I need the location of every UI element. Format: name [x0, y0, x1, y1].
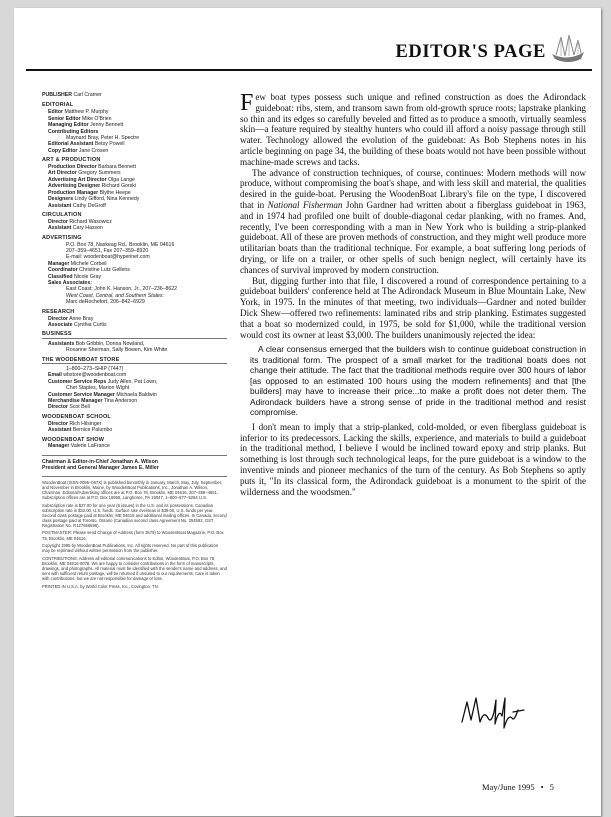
masthead-row: [42, 404, 227, 410]
notice-paragraph: POSTMASTER: Please send Change of Address (form 3579) to WoodenBoat Magazine, P.O. Box 78, Brooklin, ME 04616.: [42, 530, 224, 541]
masthead-role: Designers: [48, 196, 74, 203]
paragraph-1: [240, 92, 586, 168]
masthead-row: [42, 443, 227, 449]
masthead-role: Merchandise Manager: [48, 397, 103, 404]
masthead-row: [42, 347, 227, 353]
masthead-row: [42, 299, 227, 305]
masthead-section: [42, 414, 227, 434]
masthead-section: [42, 157, 227, 209]
masthead-name: E-mail: woodenboat@hyperinet.com: [66, 254, 150, 261]
masthead-name: Mike O'Brien: [82, 115, 112, 122]
masthead-role: Production Manager: [48, 189, 99, 196]
paragraph-2: [240, 168, 586, 276]
masthead-role: Director: [48, 218, 68, 225]
masthead-row: [42, 322, 227, 328]
editor-signature: [458, 688, 538, 738]
masthead-role: Coordinator: [48, 267, 78, 274]
page-header: [26, 32, 592, 72]
masthead-name: 1–800–273–SHIP (7447): [66, 365, 124, 372]
paragraph-1-text: ew boat types possess such unique and refined construction as does the Adirondack guideboat: ribs, stem, and transom sawn from old-growth spruce roots; lapstrake planking so thin and its edges so carefully beveled and fitted as to produce a smooth, virtually seamless skin—a feature required by stealthy hunters who could ill afford a noisy passage through still water. Technology allowed the evolution of the guideboat: As Bob Stephens notes in his article beginning on page 34, the building of these boats would not have been possible without machine-made screws and tacks.: [240, 92, 586, 167]
masthead-name: Nicole Gray: [73, 273, 102, 280]
masthead-name: Jenny Bennett: [90, 122, 124, 129]
masthead-name: Matthew P. Murphy: [64, 109, 109, 116]
masthead-section-heading: BUSINESS: [42, 331, 227, 339]
paragraph-2-text-b: John Gardner had written about a fiberglass guideboat in 1963, and in 1974 had profiled one built of double-diagonal cedar planking, with no frames. And, recently, I've been corresponding with a man in New York who is building a strip-planked guideboat. All of these are proven methods of construction, and they might well produce more utilitarian boats than the traditional technique. For example, a boat suffering long periods of drying, or life on a trailer, or other spells of such benign neglect, will certainly have its chances of survival improved by modern construction.: [240, 199, 586, 275]
masthead-name: Michaela Baldwin: [116, 391, 157, 398]
masthead-name: Marc deRochefort, 206–842–6929: [66, 299, 145, 306]
block-quote: [250, 344, 586, 418]
masthead-section-heading: EDITORIAL: [42, 102, 74, 109]
masthead-section-heading: ART & PRODUCTION: [42, 157, 101, 164]
masthead-name: Richard Wasowicz: [69, 218, 112, 225]
masthead-name: Gregory Summers: [78, 170, 121, 177]
masthead-section: [42, 437, 227, 450]
masthead-section: [42, 235, 227, 306]
masthead-role: Director: [48, 315, 68, 322]
masthead-name: Barbara Bennett: [98, 164, 136, 171]
drop-cap: F: [240, 90, 254, 116]
masthead-row: [42, 148, 227, 154]
masthead-role: Production Director: [48, 164, 97, 171]
masthead-name: Cary Hasson: [72, 225, 103, 232]
masthead-name: Olga Lange: [108, 176, 135, 183]
issue-date: May/June 1995: [482, 782, 535, 792]
masthead-name: Rich Hilsinger: [69, 420, 102, 427]
paragraph-2-text-a: The advance of construction techniques, of course, continues: Modern methods will now produce, without compromising the boat's shape, and with less skill and material, the qualities desired in the guide-boat. Perusing the WoodenBoat Library's file on the type, I discovered that in: [240, 167, 586, 210]
masthead-role: Customer Service Manager: [48, 391, 115, 398]
masthead-section-heading: CIRCULATION: [42, 211, 82, 218]
masthead-name: Lindy Gifford, Nina Kennedy: [74, 196, 140, 203]
masthead-name: Richard Gorski: [101, 183, 136, 190]
masthead-role: Editorial Assistant: [48, 141, 94, 148]
chairman-block: [42, 455, 227, 472]
masthead-role: Director: [48, 420, 68, 427]
masthead-section: [42, 357, 227, 411]
masthead-role: Customer Service Reps: [48, 378, 107, 385]
masthead-section: [42, 102, 227, 154]
masthead-section: [42, 331, 227, 353]
masthead-row: [42, 427, 227, 433]
president-line: President and General Manager James E. Miller: [42, 465, 159, 472]
masthead-name: Chet Staples, Marion Wight: [66, 385, 130, 392]
masthead-role: Editor: [48, 109, 63, 116]
boat-logo-icon: [550, 32, 586, 68]
masthead-column: [42, 92, 227, 591]
paragraph-4: I don't mean to imply that a strip-planked, cold-molded, or even fiberglass guideboat is inferior to its predecessors. Lacking the skills, experience, and materials to build a guideboat in the traditional method, I believe I would be inclined toward epoxy and strip planks. But something is lost through such technological leaps, for the pure guideboat is a window to the inventive minds and pioneer mechanics of the turn of the century. As Bob Stephens so aptly puts it, "In its classical form, the Adirondack guideboat is a monument to the spirit of the wilderness and the woodsmen.": [240, 421, 586, 497]
block-quote-text: A clear consensus emerged that the builders wish to continue guideboat construction in its traditional form. The prospect of a small market for the traditional boats does not change their attitude. The fact that the traditional methods require over 300 hours of labor [as opposed to an estimated 100 hours using the modern refinements] and that [the builders] may have to increase their price...to make a profit does not deter them. The Adirondack builders have a strong sense of pride in the traditional method and resist compromise.: [250, 344, 586, 418]
footer-separator: •: [540, 782, 544, 792]
notice-paragraph: PRINTED IN U.S.A. by World Color Press, Inc., Covington, TN.: [42, 583, 159, 589]
masthead-role: Classified: [48, 273, 73, 280]
masthead-name: Anne Bray: [69, 315, 94, 322]
masthead-role: Assistant: [48, 427, 72, 434]
masthead-section-heading: THE WOODENBOAT STORE: [42, 357, 227, 365]
masthead-name: Maynard Bray, Peter H. Spectre: [66, 134, 140, 141]
header-rule: [26, 69, 592, 71]
masthead-name: Cathy DeGroff: [72, 202, 106, 209]
page-title: EDITOR'S PAGE: [395, 42, 546, 62]
masthead-role: Senior Editor: [48, 115, 81, 122]
masthead-role: Advertising Art Director: [48, 176, 107, 183]
masthead-row: [42, 203, 227, 209]
masthead-role: Email: [48, 372, 62, 379]
publisher-line: [42, 92, 227, 98]
masthead-name: Bernice Palumbo: [72, 427, 113, 434]
paragraph-3: But, digging further into that file, I discovered a round of correspondence pertaining to a guideboat builders' conference held at The Adirondack Museum in Blue Mountain Lake, New York, in 1975. In the minutes of that meeting, two individuals—Gardner and noted builder Dick Shew—offered two refinements: laminated ribs and strip planking. Estimates suggested that a boat so modernized could, in 1975, be sold for $1,000, while the traditional version would cost its owner at least $3,000. The builders unanimously rejected the idea:: [240, 275, 586, 340]
masthead-role: Managing Editor: [48, 122, 89, 129]
masthead-name: P.O. Box 78, Naskeag Rd., Brooklin, ME 04616: [66, 241, 175, 248]
masthead-name: Betsy Powell: [94, 141, 125, 148]
masthead-role: Assistant: [48, 225, 72, 232]
masthead-section-heading: ADVERTISING: [42, 234, 82, 241]
editorial-article: [240, 92, 586, 497]
notice-paragraph: CONTRIBUTIONS: Address all editorial communications to Editor, WoodenBoat, P.O. Box 78, Brooklin, ME 04616-0078. We are happy to consider contributions in the form of manuscripts, drawings, and photographs. All material must be identified with the sender's name and address, and sent with sufficient return postage, will be returned if unsuited to our requirements. Care is taken with contributions, but we are not responsible for damage or loss.: [42, 555, 227, 582]
masthead-row: [42, 225, 227, 231]
masthead-sections: [42, 102, 227, 449]
masthead-role: Sales Associates:: [48, 279, 92, 286]
masthead-section-heading: RESEARCH: [42, 308, 75, 315]
masthead-name: Bob Gribbin, Donna Nowland,: [75, 340, 145, 347]
chairman-line: Chairman & Editor-in-Chief Jonathan A. Wilson: [42, 458, 158, 465]
masthead-name: West Coast, Central, and Southern States:: [66, 292, 164, 299]
masthead-name: East Coast: John K. Hanson, Jr., 207–236–8622: [66, 286, 178, 293]
masthead-name: Cynthia Curtis: [73, 321, 107, 328]
masthead-section-heading: WOODENBOAT SCHOOL: [42, 413, 111, 420]
page-number: 5: [549, 782, 554, 792]
publication-notice: [42, 476, 227, 589]
masthead-role: Art Director: [48, 170, 77, 177]
masthead-role: Copy Editor: [48, 147, 78, 154]
masthead-role: Director: [48, 404, 68, 411]
publication-name: National Fisherman: [267, 199, 343, 210]
masthead-section: [42, 212, 227, 232]
masthead-role: Associate: [48, 321, 73, 328]
masthead-name: Valerie LaFrance: [70, 443, 110, 450]
page-footer: [482, 782, 554, 792]
masthead-section-heading: WOODENBOAT SHOW: [42, 436, 105, 443]
masthead-name: Christine Lutz Gellens: [79, 267, 130, 274]
notice-paragraph: Copyright 1995 by WoodenBoat Publications, Inc. All rights reserved. No part of this publication may be reprinted without written permission from the publisher.: [42, 543, 219, 554]
masthead-name: 207–359–4651, Fax 207–359–8920: [66, 247, 149, 254]
masthead-name: Jane Crosen: [78, 147, 109, 154]
masthead-section: [42, 309, 227, 329]
publisher-name: Carl Cramer: [73, 92, 102, 98]
masthead-name: Judy Allen, Pat Lown,: [107, 378, 158, 385]
masthead-name: Tina Anderson: [103, 397, 138, 404]
masthead-role: Assistants: [48, 340, 75, 347]
masthead-name: Blythe Heepe: [99, 189, 131, 196]
masthead-name: Roxanne Sherman, Sally Bowen, Kim White: [66, 347, 168, 354]
notice-paragraph: WoodenBoat (ISSN 0095–067X) is published bimonthly in January, March, May, July, September, and November in Brooklin, Maine, by WoodenBoat Publications, Inc., Jonathan A. Wilson, Chairman. Editorial/Advertising offices are at P.O. Box 78, Brooklin, ME 04616, 207–359–4651. Subscription offices are at P.O. Box 16958, Langhorne, PA 19047, 1–800–877–5284 U.S.: [42, 479, 223, 500]
masthead-role: Manager: [48, 260, 70, 267]
masthead-name: Scot Bell: [69, 404, 90, 411]
masthead-role: Advertising Designer: [48, 183, 101, 190]
masthead-name: wbstore@woodenboat.com: [63, 372, 127, 379]
masthead-role: Manager: [48, 443, 70, 450]
masthead-role: Contributing Editors: [48, 128, 99, 135]
masthead-role: Assistant: [48, 202, 72, 209]
masthead-name: Michele Corbeil: [70, 260, 107, 267]
magazine-page: [14, 8, 601, 816]
notice-paragraph: Subscription rate is $27.00 for one year (6 issues) in the U.S. and its possessions. Canadian subscription rate is $32.00, U.S. funds. Surface rate overseas is $39.00, U.S. funds per year. Second class postage paid at Brooklin, ME 04616 and additional mailing offices. In Canada, second class postage paid at Toronto, Ontario (Canadian second class Agreement No. 254592, GST Registration No. R127656598).: [42, 502, 227, 528]
publisher-label: PUBLISHER: [42, 92, 72, 98]
